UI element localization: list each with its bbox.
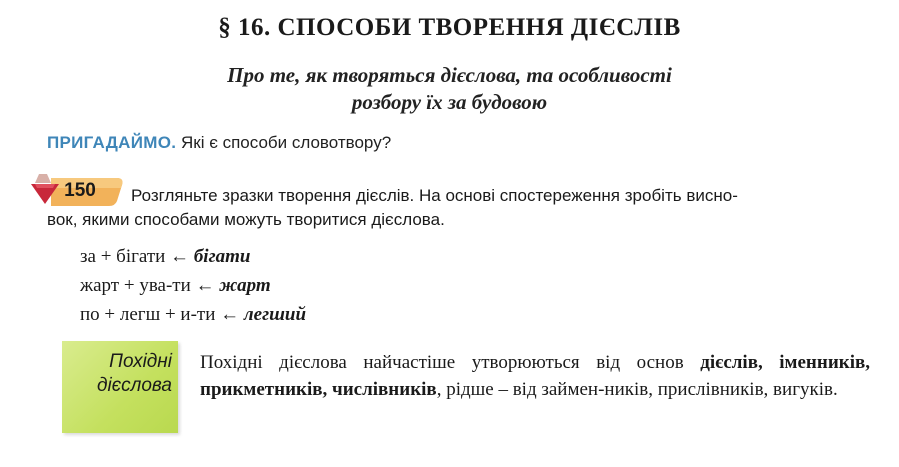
example-row xyxy=(80,271,306,300)
side-label-line-1: Похідні xyxy=(109,351,172,372)
definition-emphasis: дієслів, xyxy=(700,352,763,373)
recall-question: Які є способи словотвору? xyxy=(176,133,392,152)
example-row xyxy=(80,242,306,271)
side-label-text xyxy=(62,350,178,398)
definition-part: , рідше – від займен-ників, прислівників, вигуків. xyxy=(436,379,838,400)
example-row xyxy=(80,300,306,329)
exercise-line-1-text: Розгляньте зразки творення дієслів. На основі спостереження зробіть висно- xyxy=(131,186,738,205)
exercise-line-2: вок, якими способами можуть творитися дієслова. xyxy=(47,210,445,229)
side-label-line-2: дієслова xyxy=(97,375,172,396)
definition-text xyxy=(200,349,870,403)
recall-prompt xyxy=(47,133,391,153)
example-source-word: жарт xyxy=(219,275,271,296)
example-list xyxy=(80,242,306,329)
example-source-word: бігати xyxy=(193,246,251,267)
example-formula: по + легш + и-ти ← xyxy=(80,304,244,325)
page-title: § 16. СПОСОБИ ТВОРЕННЯ ДІЄСЛІВ xyxy=(218,14,681,41)
exercise-text xyxy=(47,184,847,232)
example-source-word: легший xyxy=(243,304,307,325)
subtitle-line-2: розбору їх за будовою xyxy=(351,90,548,114)
definition-part: Похідні дієслова найчастіше утворюються від основ xyxy=(200,352,701,373)
subtitle-line-1: Про те, як творяться дієслова, та особливості xyxy=(227,63,672,87)
recall-label: ПРИГАДАЙМО. xyxy=(47,133,177,152)
page-subtitle xyxy=(0,62,899,116)
definition-emphasis: іменників, прикметників, числівників xyxy=(200,352,870,400)
definition-part xyxy=(763,352,780,373)
example-formula: за + бігати ← xyxy=(80,246,194,267)
example-formula: жарт + ува-ти ← xyxy=(80,275,220,296)
exercise-line-1 xyxy=(47,184,847,208)
exercise-number: 150 xyxy=(64,180,96,201)
